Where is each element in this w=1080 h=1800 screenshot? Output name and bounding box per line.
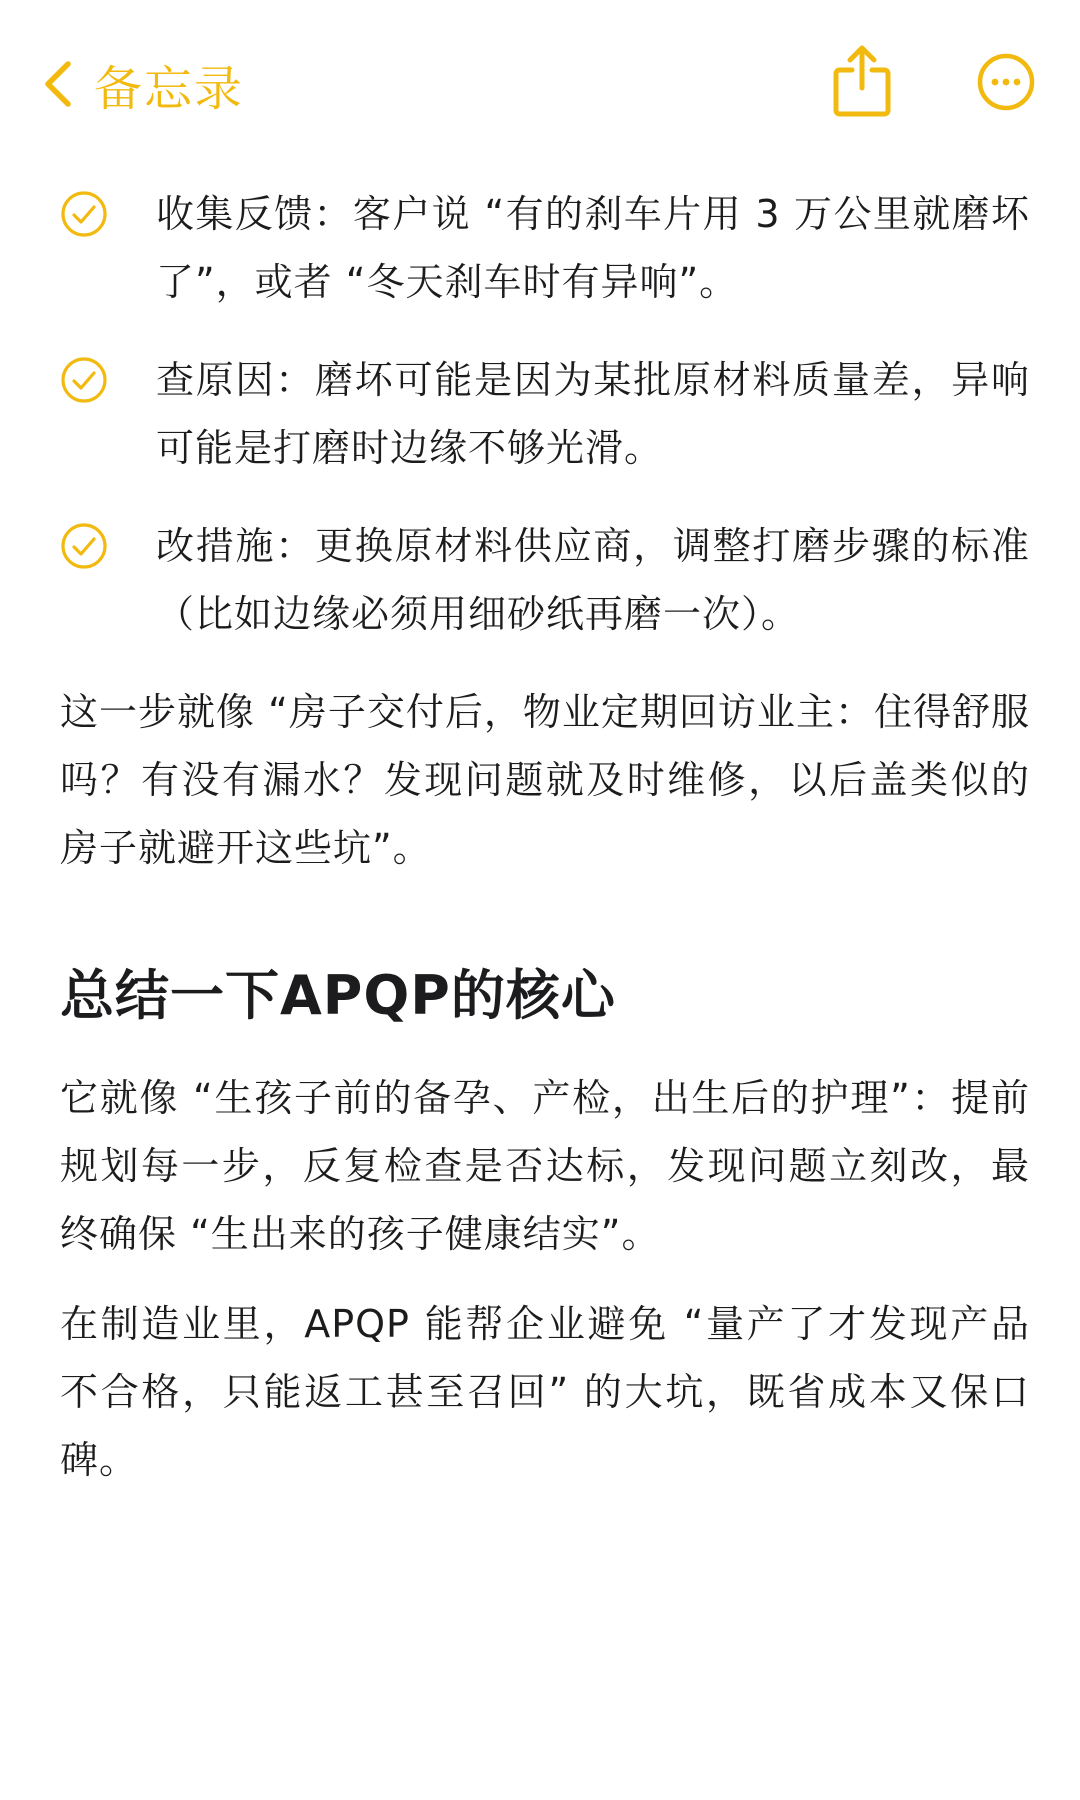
- note-body[interactable]: [60, 180, 1030, 1516]
- more-button[interactable]: [976, 52, 1036, 112]
- checked-circle-icon[interactable]: [60, 356, 108, 404]
- share-icon: [826, 40, 898, 120]
- checklist-item: [60, 512, 1030, 648]
- checked-circle-icon[interactable]: [60, 190, 108, 238]
- checked-circle-icon[interactable]: [60, 522, 108, 570]
- chevron-left-icon: [44, 60, 72, 108]
- checklist-item-text: 查原因：磨坏可能是因为某批原材料质量差，异响可能是打磨时边缘不够光滑。: [156, 358, 1030, 470]
- back-button[interactable]: [44, 48, 244, 120]
- back-label: 备忘录: [94, 60, 245, 117]
- checklist-item: [60, 346, 1030, 482]
- paragraph: 这一步就像 “房子交付后，物业定期回访业主：住得舒服吗？有没有漏水？发现问题就及时维修，以后盖类似的房子就避开这些坑”。: [60, 690, 1030, 870]
- checklist-item-text: 改措施：更换原材料供应商，调整打磨步骤的标准（比如边缘必须用细砂纸再磨一次）。: [156, 524, 1030, 636]
- share-button[interactable]: [826, 40, 898, 120]
- paragraph: 在制造业里，APQP 能帮企业避免 “量产了才发现产品不合格，只能返工甚至召回” 的大坑，既省成本又保口碑。: [60, 1302, 1030, 1482]
- paragraph: 它就像 “生孩子前的备孕、产检，出生后的护理”：提前规划每一步，反复检查是否达标，发现问题立刻改，最终确保 “生出来的孩子健康结实”。: [60, 1076, 1030, 1256]
- checklist-item-text: 收集反馈：客户说 “有的刹车片用 3 万公里就磨坏了”，或者 “冬天刹车时有异响”。: [156, 192, 1030, 304]
- more-icon: [976, 52, 1036, 112]
- navigation-bar: [0, 0, 1080, 160]
- section-heading: 总结一下APQP的核心: [60, 964, 616, 1027]
- checklist-item: [60, 180, 1030, 316]
